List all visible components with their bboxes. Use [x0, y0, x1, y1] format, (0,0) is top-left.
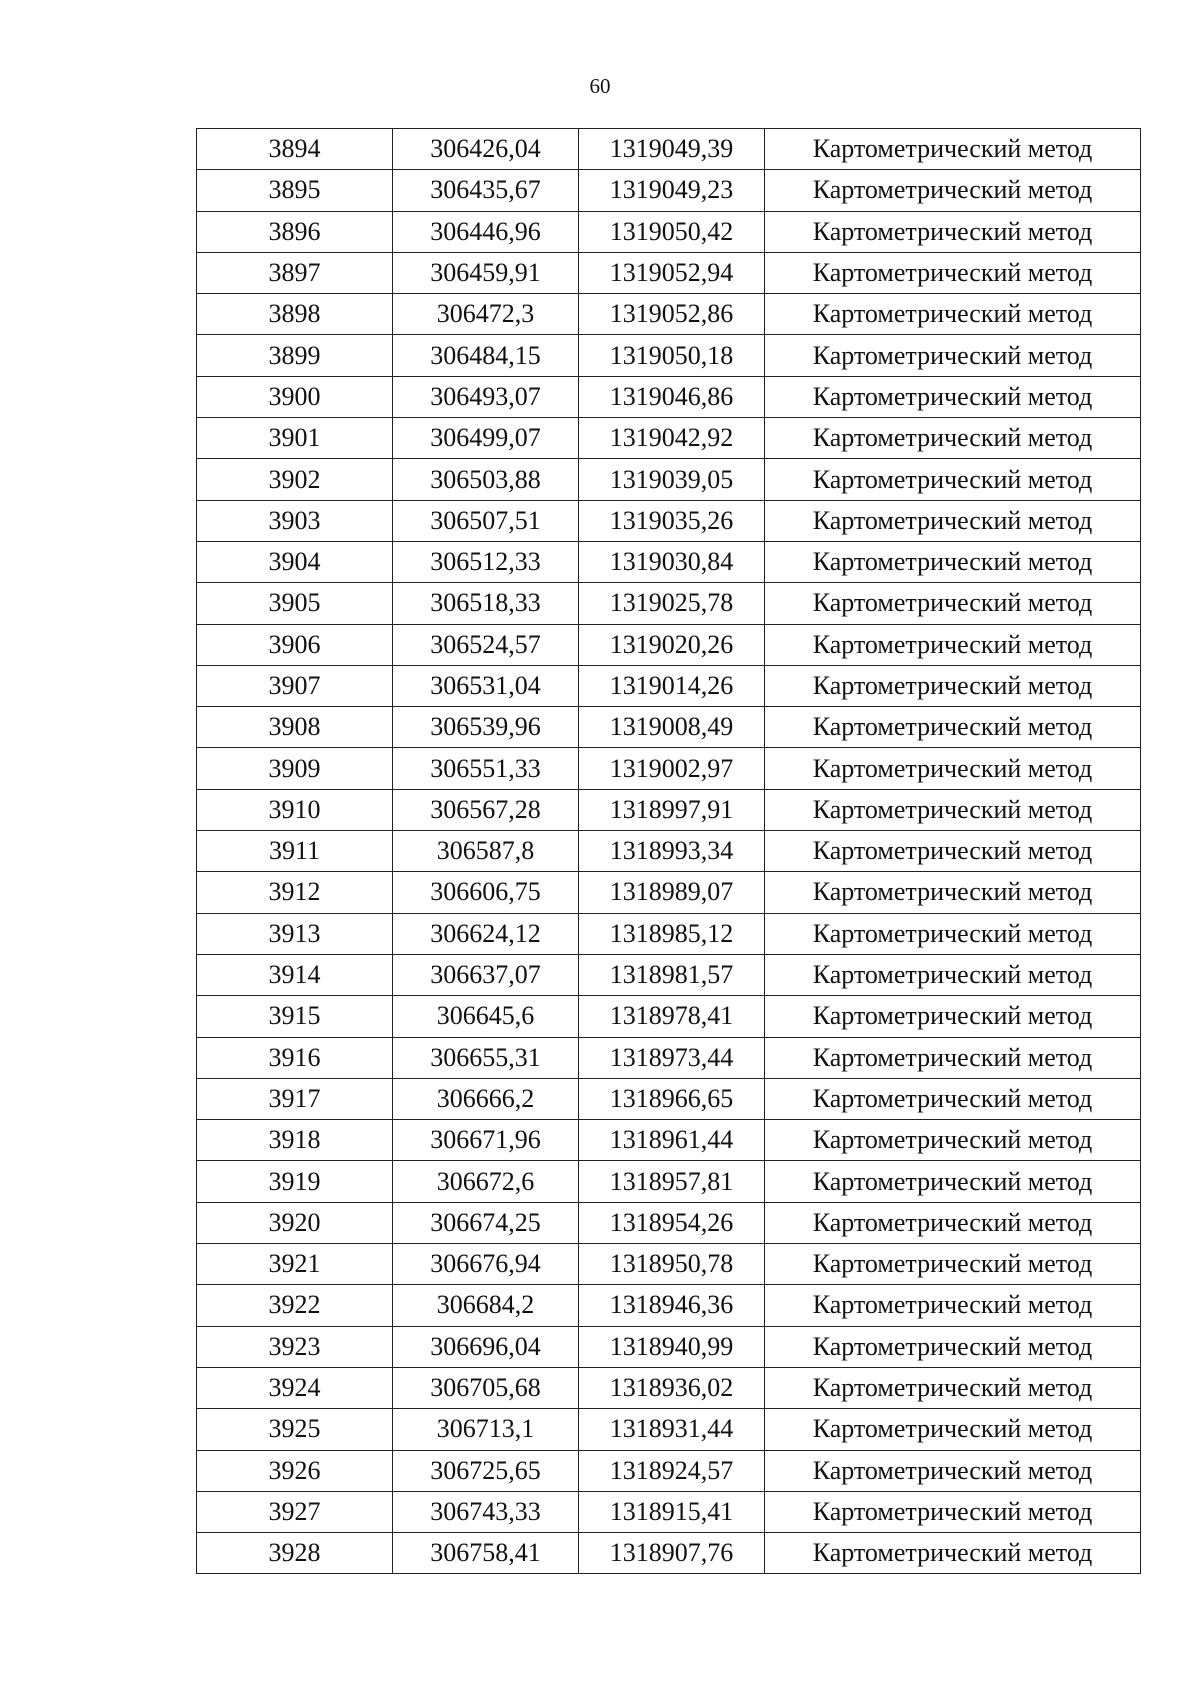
point-number-cell: 3923 [197, 1326, 393, 1367]
point-number-cell: 3913 [197, 913, 393, 954]
y-coordinate-cell: 1318966,65 [579, 1078, 765, 1119]
y-coordinate-cell: 1318931,44 [579, 1409, 765, 1450]
y-coordinate-cell: 1319030,84 [579, 541, 765, 582]
table-row [197, 996, 1141, 1037]
x-coordinate-cell: 306493,07 [393, 376, 579, 417]
y-coordinate-cell: 1318961,44 [579, 1120, 765, 1161]
y-coordinate-cell: 1318973,44 [579, 1037, 765, 1078]
y-coordinate-cell: 1319050,42 [579, 211, 765, 252]
x-coordinate-cell: 306743,33 [393, 1491, 579, 1532]
x-coordinate-cell: 306446,96 [393, 211, 579, 252]
point-number-cell: 3909 [197, 748, 393, 789]
point-number-cell: 3921 [197, 1244, 393, 1285]
table-row [197, 1202, 1141, 1243]
table-row [197, 707, 1141, 748]
y-coordinate-cell: 1319042,92 [579, 418, 765, 459]
method-cell: Картометрический метод [765, 665, 1141, 706]
y-coordinate-cell: 1319052,94 [579, 252, 765, 293]
x-coordinate-cell: 306637,07 [393, 954, 579, 995]
x-coordinate-cell: 306696,04 [393, 1326, 579, 1367]
point-number-cell: 3915 [197, 996, 393, 1037]
table-row [197, 624, 1141, 665]
table-row [197, 1326, 1141, 1367]
table-row [197, 1120, 1141, 1161]
point-number-cell: 3914 [197, 954, 393, 995]
method-cell: Картометрический метод [765, 376, 1141, 417]
table-row [197, 129, 1141, 170]
coordinates-table [196, 128, 1141, 1574]
y-coordinate-cell: 1318924,57 [579, 1450, 765, 1491]
x-coordinate-cell: 306676,94 [393, 1244, 579, 1285]
method-cell: Картометрический метод [765, 748, 1141, 789]
point-number-cell: 3916 [197, 1037, 393, 1078]
point-number-cell: 3927 [197, 1491, 393, 1532]
method-cell: Картометрический метод [765, 1037, 1141, 1078]
x-coordinate-cell: 306713,1 [393, 1409, 579, 1450]
method-cell: Картометрический метод [765, 294, 1141, 335]
y-coordinate-cell: 1318993,34 [579, 831, 765, 872]
method-cell: Картометрический метод [765, 1244, 1141, 1285]
point-number-cell: 3911 [197, 831, 393, 872]
y-coordinate-cell: 1319035,26 [579, 500, 765, 541]
point-number-cell: 3907 [197, 665, 393, 706]
table-row [197, 872, 1141, 913]
table-row [197, 541, 1141, 582]
point-number-cell: 3899 [197, 335, 393, 376]
table-row [197, 954, 1141, 995]
x-coordinate-cell: 306567,28 [393, 789, 579, 830]
table-row [197, 1367, 1141, 1408]
y-coordinate-cell: 1319049,23 [579, 170, 765, 211]
y-coordinate-cell: 1319049,39 [579, 129, 765, 170]
method-cell: Картометрический метод [765, 1491, 1141, 1532]
method-cell: Картометрический метод [765, 211, 1141, 252]
x-coordinate-cell: 306518,33 [393, 583, 579, 624]
point-number-cell: 3912 [197, 872, 393, 913]
y-coordinate-cell: 1318936,02 [579, 1367, 765, 1408]
y-coordinate-cell: 1318978,41 [579, 996, 765, 1037]
y-coordinate-cell: 1318989,07 [579, 872, 765, 913]
table-row [197, 1533, 1141, 1574]
point-number-cell: 3897 [197, 252, 393, 293]
x-coordinate-cell: 306725,65 [393, 1450, 579, 1491]
method-cell: Картометрический метод [765, 1285, 1141, 1326]
table-row [197, 1078, 1141, 1119]
table-row [197, 418, 1141, 459]
table-row [197, 1161, 1141, 1202]
table-row [197, 789, 1141, 830]
method-cell: Картометрический метод [765, 583, 1141, 624]
table-row [197, 1244, 1141, 1285]
point-number-cell: 3906 [197, 624, 393, 665]
point-number-cell: 3917 [197, 1078, 393, 1119]
x-coordinate-cell: 306435,67 [393, 170, 579, 211]
x-coordinate-cell: 306426,04 [393, 129, 579, 170]
y-coordinate-cell: 1318915,41 [579, 1491, 765, 1532]
y-coordinate-cell: 1319046,86 [579, 376, 765, 417]
coordinates-table-body [197, 129, 1141, 1574]
table-row [197, 1037, 1141, 1078]
table-row [197, 459, 1141, 500]
method-cell: Картометрический метод [765, 1078, 1141, 1119]
table-row [197, 831, 1141, 872]
method-cell: Картометрический метод [765, 996, 1141, 1037]
point-number-cell: 3902 [197, 459, 393, 500]
table-row [197, 748, 1141, 789]
method-cell: Картометрический метод [765, 1161, 1141, 1202]
table-row [197, 1285, 1141, 1326]
method-cell: Картометрический метод [765, 954, 1141, 995]
y-coordinate-cell: 1319002,97 [579, 748, 765, 789]
point-number-cell: 3898 [197, 294, 393, 335]
x-coordinate-cell: 306655,31 [393, 1037, 579, 1078]
point-number-cell: 3894 [197, 129, 393, 170]
point-number-cell: 3903 [197, 500, 393, 541]
y-coordinate-cell: 1319014,26 [579, 665, 765, 706]
x-coordinate-cell: 306524,57 [393, 624, 579, 665]
table-row [197, 1450, 1141, 1491]
point-number-cell: 3925 [197, 1409, 393, 1450]
x-coordinate-cell: 306705,68 [393, 1367, 579, 1408]
method-cell: Картометрический метод [765, 789, 1141, 830]
point-number-cell: 3918 [197, 1120, 393, 1161]
x-coordinate-cell: 306551,33 [393, 748, 579, 789]
table-row [197, 665, 1141, 706]
y-coordinate-cell: 1319052,86 [579, 294, 765, 335]
method-cell: Картометрический метод [765, 913, 1141, 954]
x-coordinate-cell: 306472,3 [393, 294, 579, 335]
y-coordinate-cell: 1318981,57 [579, 954, 765, 995]
y-coordinate-cell: 1318950,78 [579, 1244, 765, 1285]
x-coordinate-cell: 306539,96 [393, 707, 579, 748]
x-coordinate-cell: 306666,2 [393, 1078, 579, 1119]
method-cell: Картометрический метод [765, 1120, 1141, 1161]
method-cell: Картометрический метод [765, 170, 1141, 211]
method-cell: Картометрический метод [765, 459, 1141, 500]
x-coordinate-cell: 306606,75 [393, 872, 579, 913]
method-cell: Картометрический метод [765, 541, 1141, 582]
y-coordinate-cell: 1318940,99 [579, 1326, 765, 1367]
point-number-cell: 3901 [197, 418, 393, 459]
table-row [197, 913, 1141, 954]
table-row [197, 500, 1141, 541]
point-number-cell: 3895 [197, 170, 393, 211]
point-number-cell: 3926 [197, 1450, 393, 1491]
x-coordinate-cell: 306484,15 [393, 335, 579, 376]
table-row [197, 583, 1141, 624]
point-number-cell: 3910 [197, 789, 393, 830]
x-coordinate-cell: 306503,88 [393, 459, 579, 500]
y-coordinate-cell: 1319008,49 [579, 707, 765, 748]
x-coordinate-cell: 306758,41 [393, 1533, 579, 1574]
x-coordinate-cell: 306512,33 [393, 541, 579, 582]
point-number-cell: 3904 [197, 541, 393, 582]
point-number-cell: 3928 [197, 1533, 393, 1574]
x-coordinate-cell: 306674,25 [393, 1202, 579, 1243]
method-cell: Картометрический метод [765, 418, 1141, 459]
y-coordinate-cell: 1318997,91 [579, 789, 765, 830]
x-coordinate-cell: 306587,8 [393, 831, 579, 872]
x-coordinate-cell: 306507,51 [393, 500, 579, 541]
point-number-cell: 3922 [197, 1285, 393, 1326]
x-coordinate-cell: 306459,91 [393, 252, 579, 293]
y-coordinate-cell: 1319020,26 [579, 624, 765, 665]
y-coordinate-cell: 1319025,78 [579, 583, 765, 624]
y-coordinate-cell: 1319039,05 [579, 459, 765, 500]
x-coordinate-cell: 306672,6 [393, 1161, 579, 1202]
method-cell: Картометрический метод [765, 335, 1141, 376]
x-coordinate-cell: 306531,04 [393, 665, 579, 706]
table-row [197, 211, 1141, 252]
y-coordinate-cell: 1318957,81 [579, 1161, 765, 1202]
point-number-cell: 3924 [197, 1367, 393, 1408]
method-cell: Картометрический метод [765, 707, 1141, 748]
method-cell: Картометрический метод [765, 624, 1141, 665]
method-cell: Картометрический метод [765, 872, 1141, 913]
point-number-cell: 3896 [197, 211, 393, 252]
x-coordinate-cell: 306671,96 [393, 1120, 579, 1161]
method-cell: Картометрический метод [765, 1367, 1141, 1408]
point-number-cell: 3919 [197, 1161, 393, 1202]
point-number-cell: 3920 [197, 1202, 393, 1243]
table-row [197, 335, 1141, 376]
x-coordinate-cell: 306624,12 [393, 913, 579, 954]
method-cell: Картометрический метод [765, 252, 1141, 293]
method-cell: Картометрический метод [765, 1533, 1141, 1574]
method-cell: Картометрический метод [765, 500, 1141, 541]
method-cell: Картометрический метод [765, 129, 1141, 170]
point-number-cell: 3900 [197, 376, 393, 417]
table-row [197, 1491, 1141, 1532]
table-row [197, 252, 1141, 293]
y-coordinate-cell: 1318946,36 [579, 1285, 765, 1326]
method-cell: Картометрический метод [765, 1326, 1141, 1367]
page-number: 60 [589, 74, 611, 98]
y-coordinate-cell: 1318985,12 [579, 913, 765, 954]
y-coordinate-cell: 1319050,18 [579, 335, 765, 376]
method-cell: Картометрический метод [765, 1202, 1141, 1243]
table-row [197, 294, 1141, 335]
method-cell: Картометрический метод [765, 831, 1141, 872]
point-number-cell: 3905 [197, 583, 393, 624]
table-row [197, 1409, 1141, 1450]
table-row [197, 376, 1141, 417]
point-number-cell: 3908 [197, 707, 393, 748]
y-coordinate-cell: 1318907,76 [579, 1533, 765, 1574]
method-cell: Картометрический метод [765, 1409, 1141, 1450]
y-coordinate-cell: 1318954,26 [579, 1202, 765, 1243]
method-cell: Картометрический метод [765, 1450, 1141, 1491]
table-row [197, 170, 1141, 211]
x-coordinate-cell: 306499,07 [393, 418, 579, 459]
x-coordinate-cell: 306645,6 [393, 996, 579, 1037]
x-coordinate-cell: 306684,2 [393, 1285, 579, 1326]
